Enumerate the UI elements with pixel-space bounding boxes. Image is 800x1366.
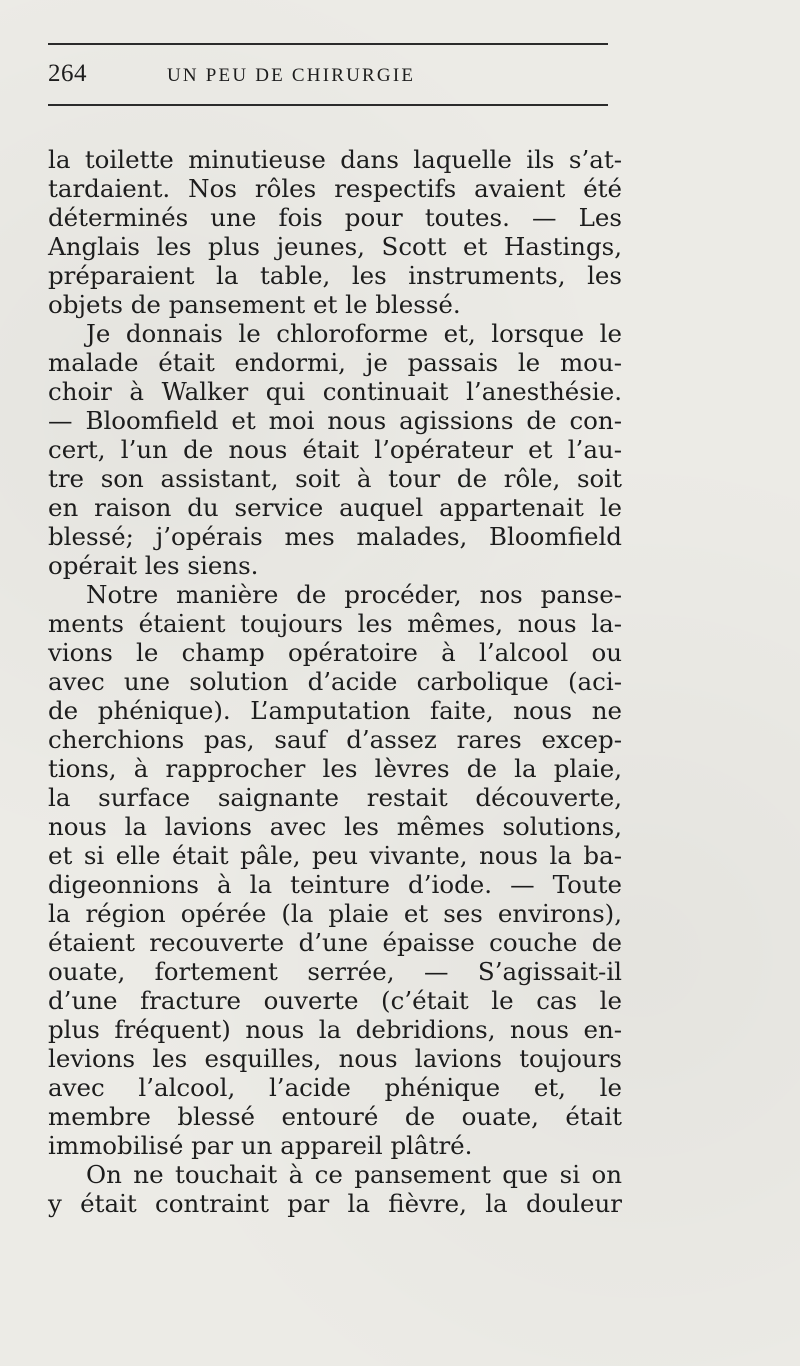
text-line: ments étaient toujours les mêmes, nous la-	[48, 609, 622, 638]
text-line: Anglais les plus jeunes, Scott et Hastings,	[48, 232, 622, 261]
text-line: la toilette minutieuse dans laquelle ils s’at-	[48, 145, 622, 174]
text-line: cert, l’un de nous était l’opérateur et l’au-	[48, 435, 622, 464]
text-line: étaient recouverte d’une épaisse couche de	[48, 928, 622, 957]
text-line: la surface saignante restait découverte,	[48, 783, 622, 812]
text-line: immobilisé par un appareil plâtré.	[48, 1131, 473, 1160]
page-number: 264	[48, 60, 87, 87]
text-line: cherchions pas, sauf d’assez rares excep-	[48, 725, 622, 754]
text-line: avec une solution d’acide carbolique (aci-	[48, 667, 622, 696]
text-line: Je donnais le chloroforme et, lorsque le	[86, 319, 622, 348]
text-line: préparaient la table, les instruments, les	[48, 261, 622, 290]
text-line: — Bloomfield et moi nous agissions de con-	[48, 406, 622, 435]
text-line: vions le champ opératoire à l’alcool ou	[48, 638, 622, 667]
text-line: déterminés une fois pour toutes. — Les	[48, 203, 622, 232]
text-line: la région opérée (la plaie et ses environs),	[48, 899, 622, 928]
text-line: et si elle était pâle, peu vivante, nous la ba-	[48, 841, 622, 870]
running-head	[48, 60, 608, 94]
text-line: objets de pansement et le blessé.	[48, 290, 461, 319]
header-rule-top	[48, 43, 608, 45]
text-line: d’une fracture ouverte (c’était le cas le	[48, 986, 622, 1015]
body-text	[48, 145, 622, 1218]
book-page	[48, 0, 622, 1366]
text-line: digeonnions à la teinture d’iode. — Toute	[48, 870, 622, 899]
text-line: tions, à rapprocher les lèvres de la plaie,	[48, 754, 622, 783]
text-line: nous la lavions avec les mêmes solutions,	[48, 812, 622, 841]
text-line: ouate, fortement serrée, — S’agissait-il	[48, 957, 622, 986]
text-line: avec l’alcool, l’acide phénique et, le	[48, 1073, 622, 1102]
text-line: Notre manière de procéder, nos panse-	[86, 580, 622, 609]
text-line: plus fréquent) nous la debridions, nous en-	[48, 1015, 622, 1044]
running-title: UN PEU DE CHIRURGIE	[167, 65, 416, 86]
text-line: malade était endormi, je passais le mou-	[48, 348, 622, 377]
text-line: tre son assistant, soit à tour de rôle, soit	[48, 464, 622, 493]
text-line: tardaient. Nos rôles respectifs avaient été	[48, 174, 622, 203]
text-line: en raison du service auquel appartenait le	[48, 493, 622, 522]
text-line: de phénique). L’amputation faite, nous ne	[48, 696, 622, 725]
text-line: membre blessé entouré de ouate, était	[48, 1102, 622, 1131]
header-rule-bottom	[48, 104, 608, 106]
text-line: On ne touchait à ce pansement que si on	[86, 1160, 622, 1189]
text-line: levions les esquilles, nous lavions toujours	[48, 1044, 622, 1073]
text-line: choir à Walker qui continuait l’anesthésie.	[48, 377, 622, 406]
text-line: blessé; j’opérais mes malades, Bloomfield	[48, 522, 622, 551]
text-line: opérait les siens.	[48, 551, 259, 580]
text-line: y était contraint par la fièvre, la douleur	[48, 1189, 622, 1218]
